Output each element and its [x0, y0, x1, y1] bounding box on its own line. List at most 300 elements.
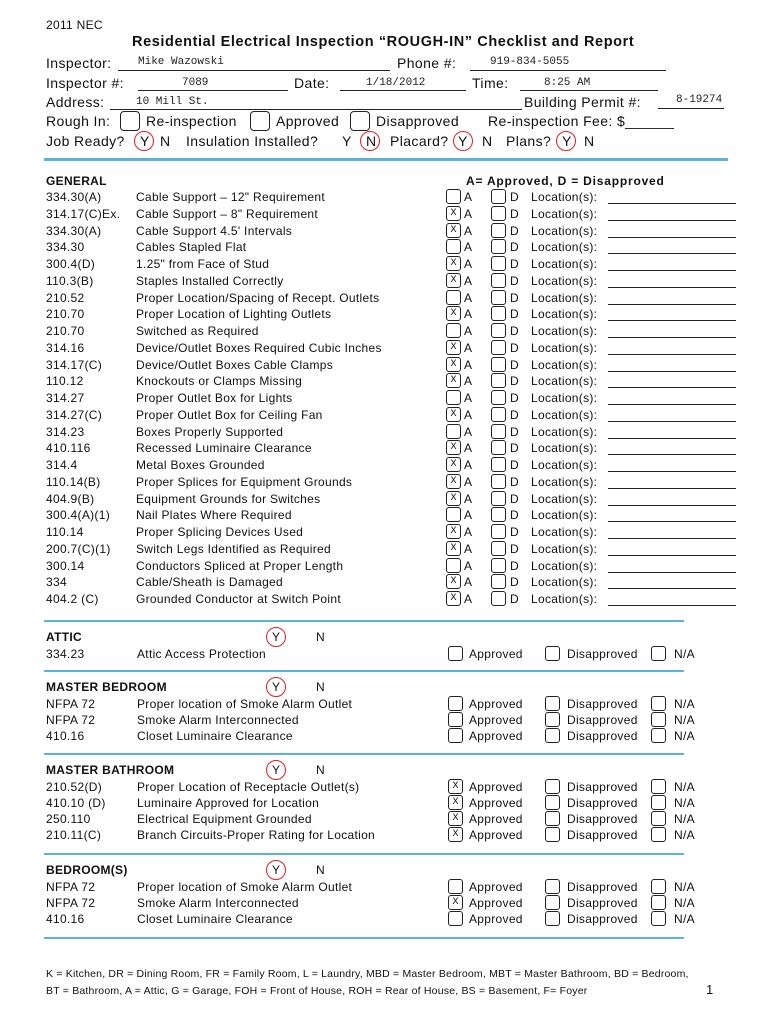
- na-checkbox[interactable]: [651, 728, 666, 743]
- nec-code: 110.3(B): [46, 273, 94, 288]
- abbreviations-line-1: K = Kitchen, DR = Dining Room, FR = Family Room, L = Laundry, MBD = Master Bedroom, MBT = Master Bathroom, BD = Bedroom,: [46, 968, 689, 980]
- phone-field[interactable]: 919-834-5055: [490, 56, 570, 68]
- inspector-number-label: Inspector #:: [46, 75, 124, 91]
- na-label: N/A: [674, 697, 695, 711]
- item-description: Cable Support – 12" Requirement: [136, 190, 326, 204]
- date-underline: [340, 90, 466, 91]
- disapproved-label: Disapproved: [567, 812, 638, 826]
- nec-code: 334.23: [46, 647, 85, 661]
- location-field[interactable]: [608, 555, 736, 556]
- na-label: N/A: [674, 729, 695, 743]
- a-label: A: [464, 407, 473, 422]
- disapproved-label: Disapproved: [567, 880, 638, 894]
- location-field[interactable]: [608, 471, 736, 472]
- d-label: D: [510, 458, 519, 472]
- a-label: A: [464, 424, 473, 439]
- approved-checkbox[interactable]: [448, 879, 463, 894]
- location-field[interactable]: [608, 572, 736, 573]
- disapproved-checkbox[interactable]: [491, 424, 506, 439]
- a-label: A: [464, 525, 473, 539]
- location-label: Location(s):: [531, 558, 598, 573]
- item-description: Electrical Equipment Grounded: [137, 812, 312, 826]
- d-label: D: [510, 340, 519, 355]
- disapproved-checkbox[interactable]: [545, 728, 560, 743]
- a-label: A: [464, 508, 473, 523]
- d-label: D: [510, 223, 519, 238]
- item-description: Luminaire Approved for Location: [137, 796, 320, 810]
- disapproved-checkbox[interactable]: [491, 541, 506, 556]
- approved-checkbox[interactable]: [446, 239, 461, 254]
- na-checkbox[interactable]: [651, 811, 666, 826]
- d-label: D: [510, 273, 519, 288]
- location-field[interactable]: [608, 404, 736, 405]
- location-field[interactable]: [608, 387, 736, 388]
- location-field[interactable]: [608, 237, 736, 238]
- na-label: N/A: [674, 647, 695, 661]
- d-label: D: [510, 206, 519, 221]
- disapproved-checkbox[interactable]: [491, 340, 506, 355]
- disapproved-checkbox[interactable]: [491, 390, 506, 405]
- location-field[interactable]: [608, 337, 736, 338]
- approved-checkbox[interactable]: [446, 323, 461, 338]
- disapproved-checkbox[interactable]: [545, 646, 560, 661]
- approved-checkbox[interactable]: X: [446, 256, 461, 271]
- na-checkbox[interactable]: [651, 911, 666, 926]
- location-field[interactable]: [608, 505, 736, 506]
- item-description: Proper Splices for Equipment Grounds: [136, 474, 353, 489]
- approved-checkbox[interactable]: X: [446, 440, 461, 455]
- plans-n[interactable]: N: [584, 133, 595, 149]
- item-description: Proper Location/Spacing of Recept. Outlets: [136, 290, 380, 305]
- approved-checkbox[interactable]: [448, 911, 463, 926]
- date-label: Date:: [294, 75, 330, 91]
- approved-checkbox[interactable]: [448, 728, 463, 743]
- rough-in-label: Rough In:: [46, 113, 111, 129]
- a-label: A: [464, 190, 473, 204]
- location-label: Location(s):: [531, 324, 598, 338]
- section-y[interactable]: Y: [272, 680, 281, 694]
- disapproved-checkbox[interactable]: [545, 811, 560, 826]
- time-label: Time:: [472, 75, 509, 91]
- nec-code: 334.30(A): [46, 223, 102, 238]
- approved-checkbox[interactable]: X: [446, 541, 461, 556]
- job-ready-selected-circle: [134, 131, 154, 151]
- nec-code: 210.52: [46, 290, 85, 305]
- inspector-number-underline: [138, 90, 288, 91]
- na-checkbox[interactable]: [651, 795, 666, 810]
- disapproved-checkbox[interactable]: [491, 440, 506, 455]
- inspector-label: Inspector:: [46, 55, 112, 71]
- section-y-selected-circle: [266, 860, 286, 880]
- item-description: 1.25" from Face of Stud: [136, 257, 270, 271]
- item-description: Switch Legs Identified as Required: [136, 541, 331, 556]
- section-n[interactable]: N: [316, 863, 325, 877]
- location-label: Location(s):: [531, 290, 598, 305]
- approved-checkbox[interactable]: X: [446, 457, 461, 472]
- location-label: Location(s):: [531, 407, 598, 422]
- placard-n[interactable]: N: [482, 133, 493, 149]
- item-description: Proper location of Smoke Alarm Outlet: [137, 880, 353, 894]
- nec-code: 110.14(B): [46, 474, 101, 489]
- approved-label: Approved: [469, 828, 523, 842]
- disapproved-checkbox[interactable]: [545, 779, 560, 794]
- location-label: Location(s):: [531, 206, 598, 221]
- job-ready-label: Job Ready?: [46, 133, 125, 149]
- location-field[interactable]: [608, 421, 736, 422]
- location-label: Location(s):: [531, 575, 598, 590]
- disapproved-checkbox[interactable]: [545, 879, 560, 894]
- a-label: A: [464, 391, 473, 405]
- approved-checkbox[interactable]: [446, 290, 461, 305]
- location-field[interactable]: [608, 605, 736, 606]
- abbreviations-line-2: BT = Bathroom, A = Attic, G = Garage, FOH = Front of House, ROH = Rear of House, BS = Basement, F= Foyer: [46, 985, 588, 997]
- phone-label: Phone #:: [397, 55, 457, 71]
- item-description: Conductors Spliced at Proper Length: [136, 558, 344, 573]
- location-label: Location(s):: [531, 240, 598, 255]
- disapproved-checkbox[interactable]: [491, 474, 506, 489]
- building-permit-field[interactable]: 8-19274: [676, 94, 723, 106]
- approved-checkbox[interactable]: X: [448, 811, 463, 826]
- disapproved-checkbox[interactable]: [350, 111, 370, 131]
- d-label: D: [510, 324, 519, 338]
- approved-checkbox[interactable]: X: [448, 779, 463, 794]
- address-underline: [110, 109, 522, 110]
- disapproved-checkbox[interactable]: [491, 306, 506, 321]
- approved-checkbox[interactable]: [250, 111, 270, 131]
- approved-checkbox[interactable]: X: [446, 491, 461, 506]
- location-field[interactable]: [608, 488, 736, 489]
- disapproved-checkbox[interactable]: [545, 911, 560, 926]
- location-field[interactable]: [608, 538, 736, 539]
- d-label: D: [510, 525, 519, 539]
- a-label: A: [464, 441, 473, 456]
- time-field[interactable]: 8:25 AM: [544, 77, 591, 89]
- nec-code: 334.30: [46, 240, 85, 255]
- a-label: A: [464, 307, 473, 322]
- header-divider: [44, 158, 728, 161]
- nec-code: 314.17(C)Ex.: [46, 206, 121, 221]
- approved-label: Approved: [469, 729, 523, 743]
- nec-code: 300.4(D): [46, 257, 96, 271]
- a-label: A: [464, 340, 473, 355]
- section-y[interactable]: Y: [272, 863, 281, 877]
- location-label: Location(s):: [531, 525, 598, 539]
- na-label: N/A: [674, 912, 695, 926]
- approved-label: Approved: [276, 113, 340, 129]
- item-description: Proper Outlet Box for Lights: [136, 391, 293, 405]
- placard-selected-circle: [453, 131, 473, 151]
- disapproved-checkbox[interactable]: [491, 323, 506, 338]
- item-description: Proper Splicing Devices Used: [136, 525, 304, 539]
- disapproved-checkbox[interactable]: [491, 457, 506, 472]
- a-label: A: [464, 374, 473, 389]
- insulation-selected-circle: [360, 131, 380, 151]
- location-label: Location(s):: [531, 508, 598, 523]
- disapproved-checkbox[interactable]: [545, 895, 560, 910]
- section-y-selected-circle: [266, 677, 286, 697]
- location-field[interactable]: [608, 220, 736, 221]
- disapproved-checkbox[interactable]: [491, 206, 506, 221]
- item-description: Cable Support – 8" Requirement: [136, 206, 319, 221]
- location-label: Location(s):: [531, 223, 598, 238]
- d-label: D: [510, 441, 519, 456]
- approved-checkbox[interactable]: X: [446, 407, 461, 422]
- insulation-n[interactable]: N: [366, 133, 377, 149]
- d-label: D: [510, 240, 519, 255]
- nec-code: 314.4: [46, 458, 78, 472]
- nec-code: NFPA 72: [46, 713, 96, 727]
- a-label: A: [464, 357, 473, 372]
- location-field[interactable]: [608, 270, 736, 271]
- address-field[interactable]: 10 Mill St.: [136, 96, 209, 108]
- location-field[interactable]: [608, 354, 736, 355]
- disapproved-checkbox[interactable]: [491, 223, 506, 238]
- disapproved-checkbox[interactable]: [491, 558, 506, 573]
- item-description: Proper Outlet Box for Ceiling Fan: [136, 407, 323, 422]
- approved-checkbox[interactable]: X: [446, 223, 461, 238]
- d-label: D: [510, 307, 519, 322]
- job-ready-y[interactable]: Y: [140, 133, 150, 149]
- phone-underline: [470, 70, 666, 71]
- section-y[interactable]: Y: [272, 763, 281, 777]
- nec-code: 300.4(A)(1): [46, 508, 110, 523]
- item-description: Staples Installed Correctly: [136, 273, 284, 288]
- approved-checkbox[interactable]: [448, 646, 463, 661]
- nec-code: 410.116: [46, 441, 91, 456]
- nec-code: 410.16: [46, 912, 85, 926]
- job-ready-n[interactable]: N: [160, 133, 171, 149]
- d-label: D: [510, 407, 519, 422]
- approved-checkbox[interactable]: X: [446, 206, 461, 221]
- approved-checkbox[interactable]: X: [446, 373, 461, 388]
- date-field[interactable]: 1/18/2012: [366, 77, 426, 89]
- d-label: D: [510, 474, 519, 489]
- approved-label: Approved: [469, 896, 523, 910]
- approved-label: Approved: [469, 912, 523, 926]
- approved-label: Approved: [469, 812, 523, 826]
- location-field[interactable]: [608, 454, 736, 455]
- item-description: Recessed Luminaire Clearance: [136, 441, 312, 456]
- nec-code: 110.14: [46, 525, 84, 539]
- d-label: D: [510, 257, 519, 271]
- nec-code: 314.17(C): [46, 357, 103, 372]
- approved-checkbox[interactable]: X: [448, 795, 463, 810]
- approved-checkbox[interactable]: [446, 424, 461, 439]
- location-field[interactable]: [608, 203, 736, 204]
- location-field[interactable]: [608, 588, 736, 589]
- na-checkbox[interactable]: [651, 696, 666, 711]
- section-title: MASTER BATHROOM: [46, 763, 175, 777]
- approved-checkbox[interactable]: X: [446, 591, 461, 606]
- section-title: BEDROOM(S): [46, 863, 128, 877]
- approved-checkbox[interactable]: [448, 712, 463, 727]
- approved-checkbox[interactable]: [446, 189, 461, 204]
- location-field[interactable]: [608, 521, 736, 522]
- location-label: Location(s):: [531, 190, 598, 204]
- d-label: D: [510, 558, 519, 573]
- approved-checkbox[interactable]: [446, 507, 461, 522]
- location-label: Location(s):: [531, 592, 598, 606]
- item-description: Nail Plates Where Required: [136, 508, 292, 523]
- location-field[interactable]: [608, 320, 736, 321]
- location-label: Location(s):: [531, 491, 598, 506]
- na-checkbox[interactable]: [651, 712, 666, 727]
- plans-label: Plans?: [506, 133, 552, 149]
- a-label: A: [464, 240, 473, 255]
- permit-underline: [658, 108, 724, 109]
- location-field[interactable]: [608, 438, 736, 439]
- nec-code: NFPA 72: [46, 880, 96, 894]
- approved-checkbox[interactable]: X: [446, 574, 461, 589]
- approved-checkbox[interactable]: [448, 696, 463, 711]
- location-field[interactable]: [608, 371, 736, 372]
- approved-checkbox[interactable]: X: [446, 306, 461, 321]
- disapproved-checkbox[interactable]: [491, 491, 506, 506]
- plans-y[interactable]: Y: [562, 133, 572, 149]
- a-label: A: [464, 223, 473, 238]
- d-label: D: [510, 541, 519, 556]
- disapproved-checkbox[interactable]: [491, 574, 506, 589]
- nec-code: 334: [46, 575, 67, 590]
- location-field[interactable]: [608, 304, 736, 305]
- approved-checkbox[interactable]: X: [448, 827, 463, 842]
- na-label: N/A: [674, 896, 695, 910]
- location-label: Location(s):: [531, 541, 598, 556]
- section-n[interactable]: N: [316, 680, 325, 694]
- reinspection-checkbox[interactable]: [120, 111, 140, 131]
- nec-code: 404.9(B): [46, 491, 95, 506]
- approved-checkbox[interactable]: X: [446, 273, 461, 288]
- approved-checkbox[interactable]: X: [448, 895, 463, 910]
- a-label: A: [464, 458, 473, 472]
- disapproved-checkbox[interactable]: [491, 373, 506, 388]
- na-checkbox[interactable]: [651, 779, 666, 794]
- disapproved-checkbox[interactable]: [545, 795, 560, 810]
- disapproved-checkbox[interactable]: [491, 507, 506, 522]
- location-field[interactable]: [608, 287, 736, 288]
- location-label: Location(s):: [531, 391, 598, 405]
- approved-checkbox[interactable]: [446, 558, 461, 573]
- approved-label: Approved: [469, 713, 523, 727]
- approved-checkbox[interactable]: X: [446, 340, 461, 355]
- a-label: A: [464, 206, 473, 221]
- address-label: Address:: [46, 94, 105, 110]
- inspector-number-field[interactable]: 7089: [182, 77, 209, 89]
- section-divider: [44, 620, 684, 622]
- na-checkbox[interactable]: [651, 895, 666, 910]
- disapproved-checkbox[interactable]: [545, 712, 560, 727]
- item-description: Grounded Conductor at Switch Point: [136, 592, 341, 606]
- placard-y[interactable]: Y: [458, 133, 468, 149]
- location-label: Location(s):: [531, 474, 598, 489]
- section-divider: [44, 753, 684, 755]
- disapproved-checkbox[interactable]: [491, 591, 506, 606]
- na-checkbox[interactable]: [651, 879, 666, 894]
- na-checkbox[interactable]: [651, 827, 666, 842]
- location-field[interactable]: [608, 253, 736, 254]
- a-label: A: [464, 273, 473, 288]
- item-description: Cable Support 4.5' Intervals: [136, 223, 293, 238]
- d-label: D: [510, 357, 519, 372]
- disapproved-checkbox[interactable]: [491, 189, 506, 204]
- item-description: Attic Access Protection: [137, 647, 266, 661]
- nec-edition: 2011 NEC: [46, 18, 103, 32]
- section-n[interactable]: N: [316, 763, 325, 777]
- insulation-y[interactable]: Y: [342, 133, 352, 149]
- nec-code: NFPA 72: [46, 697, 96, 711]
- section-n[interactable]: N: [316, 630, 325, 644]
- nec-code: 410.10 (D): [46, 796, 106, 810]
- na-checkbox[interactable]: [651, 646, 666, 661]
- nec-code: 200.7(C)(1): [46, 541, 111, 556]
- reinspection-fee-label: Re-inspection Fee: $______: [488, 113, 675, 129]
- disapproved-checkbox[interactable]: [545, 696, 560, 711]
- disapproved-label: Disapproved: [567, 780, 638, 794]
- approved-checkbox[interactable]: [446, 390, 461, 405]
- item-description: Device/Outlet Boxes Cable Clamps: [136, 357, 334, 372]
- d-label: D: [510, 290, 519, 305]
- d-label: D: [510, 592, 519, 606]
- inspector-field[interactable]: Mike Wazowski: [138, 56, 224, 68]
- disapproved-checkbox[interactable]: [491, 290, 506, 305]
- a-label: A: [464, 592, 473, 606]
- plans-selected-circle: [556, 131, 576, 151]
- disapproved-label: Disapproved: [567, 647, 638, 661]
- disapproved-label: Disapproved: [567, 713, 638, 727]
- nec-code: 314.16: [46, 340, 85, 355]
- disapproved-checkbox[interactable]: [545, 827, 560, 842]
- item-description: Smoke Alarm Interconnected: [137, 896, 299, 910]
- disapproved-label: Disapproved: [567, 729, 638, 743]
- approved-checkbox[interactable]: X: [446, 357, 461, 372]
- a-label: A: [464, 474, 473, 489]
- section-y-selected-circle: [266, 627, 286, 647]
- item-description: Proper Location of Receptacle Outlet(s): [137, 780, 360, 794]
- nec-code: 300.14: [46, 558, 85, 573]
- item-description: Proper Location of Lighting Outlets: [136, 307, 332, 322]
- approved-label: Approved: [469, 647, 523, 661]
- na-label: N/A: [674, 796, 695, 810]
- general-legend: A= Approved, D = Disapproved: [466, 174, 665, 188]
- a-label: A: [464, 558, 473, 573]
- page-number: 1: [706, 982, 714, 997]
- d-label: D: [510, 190, 519, 204]
- item-description: Boxes Properly Supported: [136, 424, 284, 439]
- d-label: D: [510, 575, 519, 590]
- location-label: Location(s):: [531, 424, 598, 439]
- disapproved-checkbox[interactable]: [491, 256, 506, 271]
- disapproved-checkbox[interactable]: [491, 524, 506, 539]
- na-label: N/A: [674, 812, 695, 826]
- disapproved-checkbox[interactable]: [491, 273, 506, 288]
- item-description: Device/Outlet Boxes Required Cubic Inches: [136, 340, 382, 355]
- location-label: Location(s):: [531, 441, 598, 456]
- approved-checkbox[interactable]: X: [446, 524, 461, 539]
- disapproved-label: Disapproved: [567, 697, 638, 711]
- nec-code: NFPA 72: [46, 896, 96, 910]
- disapproved-checkbox[interactable]: [491, 407, 506, 422]
- disapproved-label: Disapproved: [376, 113, 459, 129]
- approved-checkbox[interactable]: X: [446, 474, 461, 489]
- disapproved-checkbox[interactable]: [491, 239, 506, 254]
- disapproved-checkbox[interactable]: [491, 357, 506, 372]
- section-title: MASTER BEDROOM: [46, 680, 167, 694]
- section-y[interactable]: Y: [272, 630, 281, 644]
- item-description: Proper location of Smoke Alarm Outlet: [137, 697, 353, 711]
- disapproved-label: Disapproved: [567, 912, 638, 926]
- building-permit-label: Building Permit #:: [524, 94, 641, 110]
- a-label: A: [464, 257, 473, 271]
